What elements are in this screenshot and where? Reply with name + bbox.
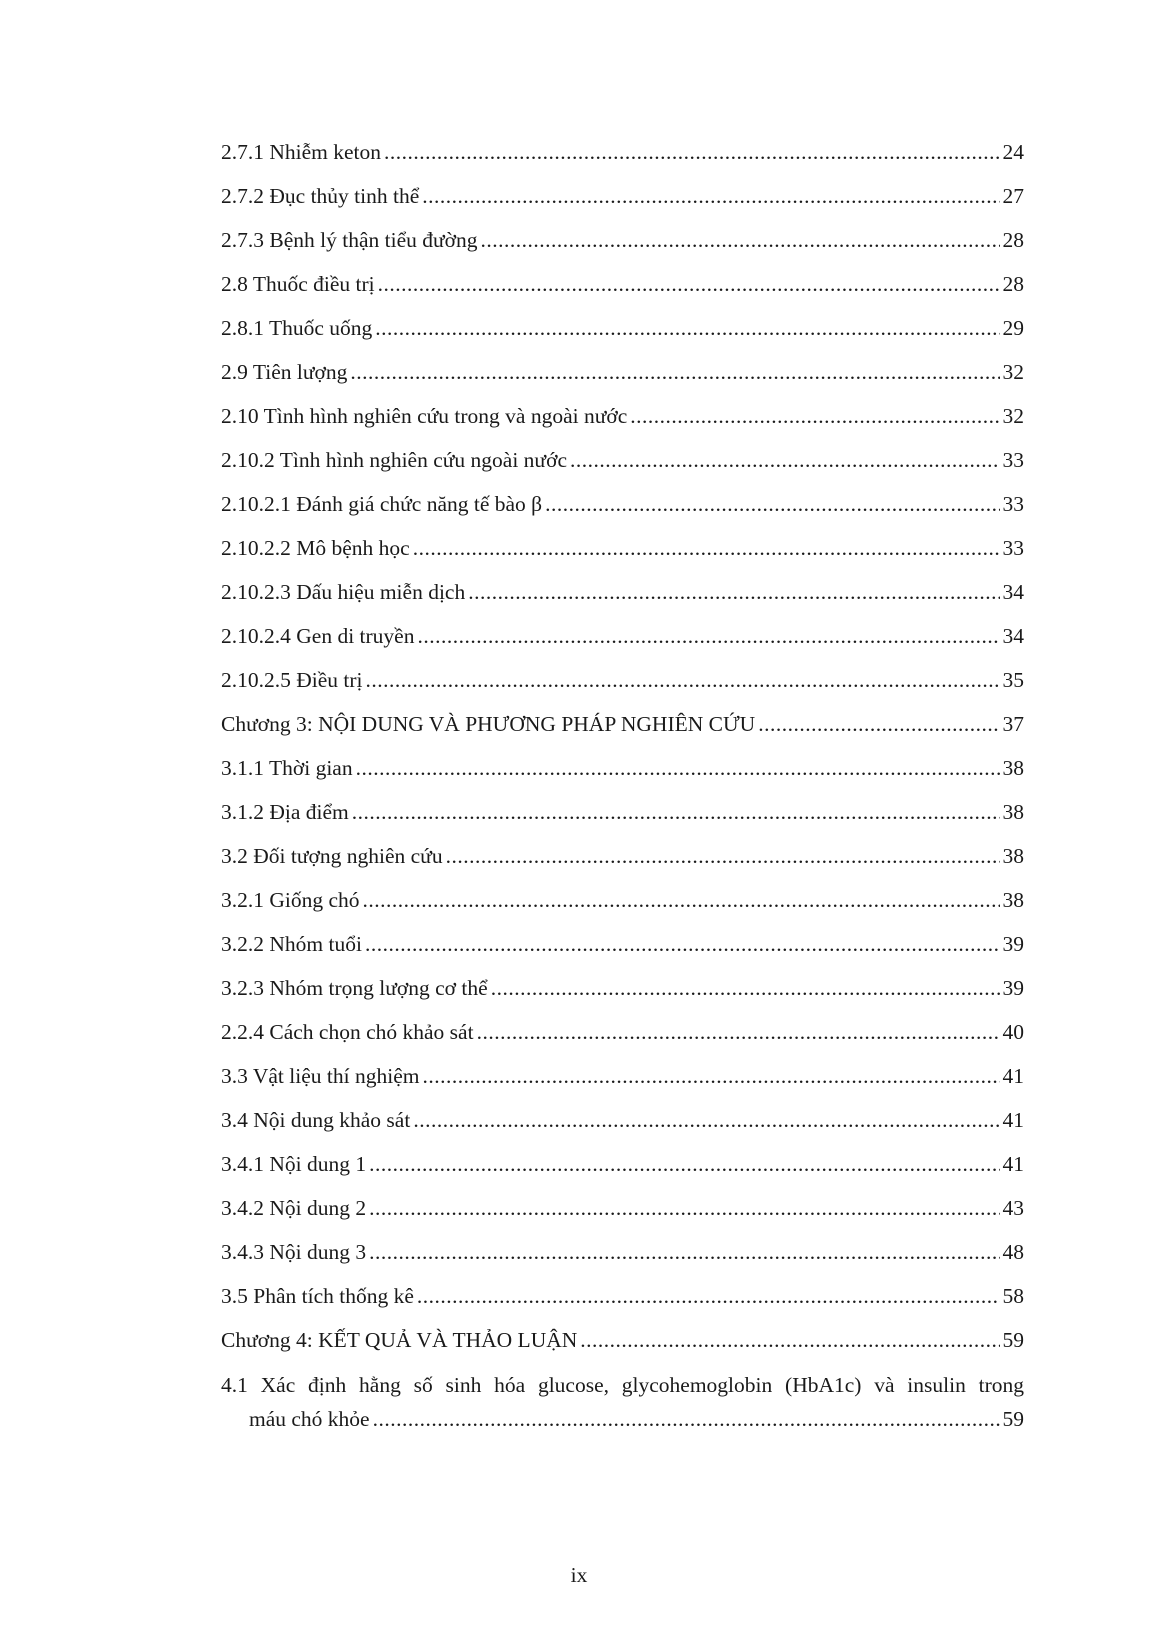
toc-entry-label: 2.9 Tiên lượng — [221, 360, 348, 384]
toc-leader-dots — [477, 1010, 1000, 1054]
toc-entry[interactable] — [221, 1186, 1024, 1230]
toc-entry[interactable] — [221, 394, 1024, 438]
toc-entry[interactable] — [221, 1230, 1024, 1274]
toc-entry[interactable] — [221, 262, 1024, 306]
toc-entry-page: 48 — [1002, 1240, 1024, 1264]
toc-leader-dots — [570, 438, 1000, 482]
toc-entry-label: 3.2.3 Nhóm trọng lượng cơ thể — [221, 976, 488, 1000]
toc-entry[interactable] — [221, 438, 1024, 482]
toc-entry[interactable] — [221, 834, 1024, 878]
toc-entry[interactable] — [221, 746, 1024, 790]
toc-entry-page: 32 — [1002, 360, 1024, 384]
toc-leader-dots — [356, 746, 1000, 790]
toc-entry[interactable] — [221, 966, 1024, 1010]
toc-entry-label: 3.2.2 Nhóm tuổi — [221, 932, 362, 956]
toc-entries — [221, 130, 1024, 1362]
toc-entry-page: 32 — [1002, 404, 1024, 428]
toc-entry[interactable] — [221, 306, 1024, 350]
toc-leader-dots — [422, 174, 999, 218]
toc-entry[interactable] — [221, 614, 1024, 658]
page-number: ix — [570, 1563, 588, 1587]
toc-entry-page: 39 — [1002, 976, 1024, 1000]
toc-entry-label: 3.3 Vật liệu thí nghiệm — [221, 1064, 420, 1088]
toc-leader-dots — [363, 878, 1000, 922]
toc-entry-label: 2.8.1 Thuốc uống — [221, 316, 373, 340]
toc-leader-dots — [491, 966, 1000, 1010]
toc-entry-page: 24 — [1002, 140, 1024, 164]
toc-entry[interactable] — [221, 570, 1024, 614]
toc-entry-multiline[interactable] — [221, 1368, 1024, 1436]
toc-entry-label: 2.10 Tình hình nghiên cứu trong và ngoài nước — [221, 404, 628, 428]
toc-entry-label: 3.5 Phân tích thống kê — [221, 1284, 414, 1308]
toc-entry[interactable] — [221, 1274, 1024, 1318]
toc-entry[interactable] — [221, 658, 1024, 702]
toc-entry-page: 38 — [1002, 844, 1024, 868]
toc-entry-label: 2.7.1 Nhiễm keton — [221, 140, 382, 164]
toc-entry-page: 34 — [1002, 624, 1024, 648]
toc-entry-label: 3.4.1 Nội dung 1 — [221, 1152, 367, 1176]
toc-leader-dots — [468, 570, 999, 614]
toc-entry-label: 2.7.3 Bệnh lý thận tiểu đường — [221, 228, 478, 252]
toc-leader-dots — [417, 614, 999, 658]
toc-entry-page: 41 — [1002, 1064, 1024, 1088]
toc-entry[interactable] — [221, 174, 1024, 218]
toc-entry-label: 3.1.1 Thời gian — [221, 756, 353, 780]
toc-entry[interactable] — [221, 1054, 1024, 1098]
toc-leader-dots — [446, 834, 1000, 878]
toc-entry-page: 28 — [1002, 272, 1024, 296]
toc-leader-dots — [422, 1054, 999, 1098]
toc-entry-page: 38 — [1002, 756, 1024, 780]
toc-entry-label: 2.10.2.5 Điều trị — [221, 668, 363, 692]
toc-entry[interactable] — [221, 1142, 1024, 1186]
toc-entry[interactable] — [221, 922, 1024, 966]
toc-leader-dots — [369, 1186, 999, 1230]
toc-entry-label: 2.10.2.1 Đánh giá chức năng tế bào β — [221, 492, 543, 516]
toc-entry-page: 58 — [1002, 1284, 1024, 1308]
toc-leader-dots — [352, 790, 1000, 834]
toc-entry-page: 29 — [1002, 316, 1024, 340]
toc-leader-dots — [413, 1098, 999, 1142]
toc-entry-page: 33 — [1002, 448, 1024, 472]
toc-entry-label-line1: 4.1 Xác định hằng số sinh hóa glucose, glycohemoglobin (HbA1c) và insulin trong — [221, 1373, 1024, 1397]
toc-entry-page: 37 — [1002, 712, 1024, 736]
toc-entry[interactable] — [221, 482, 1024, 526]
toc-entry-page: 41 — [1002, 1108, 1024, 1132]
toc-entry-page: 41 — [1002, 1152, 1024, 1176]
toc-entry-label: 2.10.2 Tình hình nghiên cứu ngoài nước — [221, 448, 567, 472]
toc-entry[interactable] — [221, 702, 1024, 746]
toc-entry-page: 39 — [1002, 932, 1024, 956]
toc-entry-label: 3.2.1 Giống chó — [221, 888, 360, 912]
toc-leader-dots — [417, 1274, 1000, 1318]
toc-entry[interactable] — [221, 790, 1024, 834]
toc-leader-dots — [375, 306, 999, 350]
toc-leader-dots — [413, 526, 1000, 570]
toc-leader-dots — [758, 702, 999, 746]
toc-entry[interactable] — [221, 350, 1024, 394]
toc-entry-label: Chương 3: NỘI DUNG VÀ PHƯƠNG PHÁP NGHIÊN CỨU — [221, 712, 756, 736]
toc-leader-dots — [369, 1230, 999, 1274]
toc-entry[interactable] — [221, 1098, 1024, 1142]
toc-entry-label: 2.2.4 Cách chọn chó khảo sát — [221, 1020, 474, 1044]
toc-entry-label: 2.10.2.3 Dấu hiệu miễn dịch — [221, 580, 466, 604]
toc-entry-page: 38 — [1002, 800, 1024, 824]
toc-entry-page: 59 — [1002, 1407, 1024, 1431]
toc-entry-label-line2: máu chó khỏe — [249, 1407, 370, 1431]
toc-entry-label: 2.8 Thuốc điều trị — [221, 272, 375, 296]
toc-entry-page: 43 — [1002, 1196, 1024, 1220]
toc-leader-dots — [378, 262, 1000, 306]
toc-entry-label: 3.1.2 Địa điểm — [221, 800, 349, 824]
toc-leader-dots — [373, 1402, 1000, 1436]
toc-entry-page: 40 — [1002, 1020, 1024, 1044]
toc-entry[interactable] — [221, 878, 1024, 922]
toc-entry-page: 33 — [1002, 536, 1024, 560]
toc-leader-dots — [481, 218, 1000, 262]
toc-entry-label: 2.10.2.2 Mô bệnh học — [221, 536, 410, 560]
toc-entry-label: 2.7.2 Đục thủy tinh thể — [221, 184, 420, 208]
toc-entry[interactable] — [221, 1010, 1024, 1054]
toc-entry-page: 28 — [1002, 228, 1024, 252]
toc-leader-dots — [369, 1142, 999, 1186]
toc-entry[interactable] — [221, 218, 1024, 262]
toc-entry-label: 3.4 Nội dung khảo sát — [221, 1108, 411, 1132]
toc-entry-page: 34 — [1002, 580, 1024, 604]
toc-entry-label: Chương 4: KẾT QUẢ VÀ THẢO LUẬN — [221, 1328, 578, 1352]
table-of-contents — [221, 130, 1024, 1436]
toc-leader-dots — [580, 1318, 999, 1362]
toc-leader-dots — [384, 130, 999, 174]
toc-entry-page: 59 — [1002, 1328, 1024, 1352]
toc-entry-page: 33 — [1002, 492, 1024, 516]
toc-entry[interactable] — [221, 526, 1024, 570]
toc-entry-page: 38 — [1002, 888, 1024, 912]
toc-entry-page: 35 — [1002, 668, 1024, 692]
toc-entry-label: 3.4.2 Nội dung 2 — [221, 1196, 367, 1220]
toc-entry-page: 27 — [1002, 184, 1024, 208]
toc-entry-label: 2.10.2.4 Gen di truyền — [221, 624, 415, 648]
toc-leader-dots — [630, 394, 999, 438]
toc-leader-dots — [365, 922, 1000, 966]
toc-entry[interactable] — [221, 130, 1024, 174]
toc-leader-dots — [545, 482, 999, 526]
toc-leader-dots — [366, 658, 1000, 702]
toc-leader-dots — [350, 350, 999, 394]
toc-entry[interactable] — [221, 1318, 1024, 1362]
toc-entry-label: 3.4.3 Nội dung 3 — [221, 1240, 367, 1264]
toc-entry-label: 3.2 Đối tượng nghiên cứu — [221, 844, 443, 868]
